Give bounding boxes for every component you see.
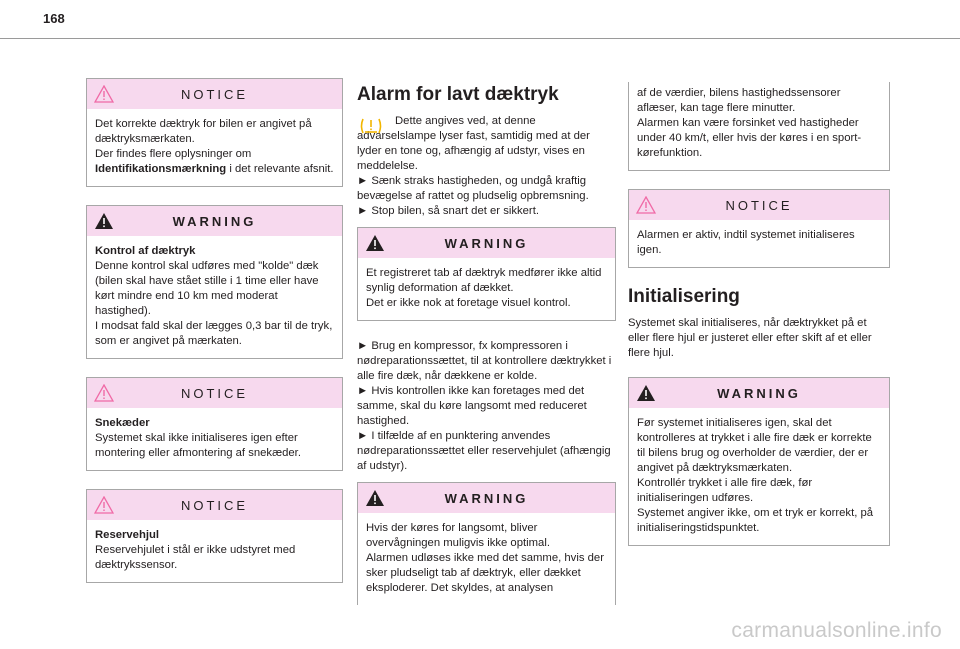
watermark: carmanualsonline.info [731, 619, 942, 642]
instruction-step: ► Brug en kompressor, fx kompressoren i nødreparationssættet, til at kontrollere dæktrykket i alle fire dæk, når dækkene er kolde. [357, 340, 612, 382]
warning-header [358, 228, 615, 258]
notice-text: Der findes flere oplysninger om [95, 148, 252, 160]
notice-box-snow-chains [86, 377, 343, 471]
warning-title: WARNING [172, 213, 257, 229]
notice-triangle-icon [94, 496, 114, 514]
warning-title: WARNING [444, 490, 529, 506]
warning-text: Kontrollér trykket i alle fire dæk, før initialiseringen udføres. [637, 477, 813, 504]
notice-box-alarm-active [628, 189, 890, 268]
section-heading-initialisation: Initialisering [628, 286, 740, 307]
warning-text: Alarmen udløses ikke med det samme, hvis der sker pludseligt tab af dæktryk, eller dækket eksploderer. Det skyldes, at analysen [366, 552, 604, 594]
instruction-step: ► I tilfælde af en punktering anvendes nødreparationssættet eller reservehjulet (afhængig af udstyr). [357, 430, 611, 472]
notice-triangle-icon [636, 196, 656, 214]
notice-header [87, 490, 342, 520]
warning-text: Alarmen kan være forsinket ved hastigheder under 40 km/t, eller hvis der køres i en sport-kørefunktion. [637, 117, 862, 159]
warning-text: I modsat fald skal der lægges 0,3 bar til de tryk, som er angivet på mærkaten. [95, 320, 333, 347]
warning-text: Et registreret tab af dæktryk medfører ikke altid synlig deformation af dækket. [366, 267, 602, 294]
warning-text: Det er ikke nok at foretage visuel kontrol. [366, 297, 571, 309]
warning-text: Hvis der køres for langsomt, bliver overvågningen muligvis ikke optimal. [366, 522, 550, 549]
notice-text: i det relevante afsnit. [226, 163, 334, 175]
notice-title: NOTICE [180, 497, 249, 513]
notice-triangle-icon [94, 384, 114, 402]
warning-text: Systemet angiver ikke, om et tryk er korrekt, på initialiseringstidspunktet. [637, 507, 874, 534]
initialisation-intro: Systemet skal initialiseres, når dæktrykket på et eller flere hjul er justeret eller efter skift af et eller flere hjul. [628, 317, 872, 359]
notice-text: Det korrekte dæktryk for bilen er angivet på dæktryksmærkaten. [95, 118, 312, 145]
warning-box-pressure-loss [357, 227, 616, 321]
column-left [86, 78, 343, 601]
warning-box-low-speed [357, 482, 616, 605]
warning-triangle-icon [94, 212, 114, 230]
notice-box-tire-pressure [86, 78, 343, 187]
notice-title: NOTICE [180, 385, 249, 401]
warning-text: af de værdier, bilens hastighedssensorer aflæser, kan tage flere minutter. [637, 87, 841, 114]
instruction-step: ► Hvis kontrollen ikke kan foretages med det samme, skal du køre langsomt med reduceret hastighed. [357, 385, 587, 427]
instruction-step: ► Stop bilen, så snart det er sikkert. [357, 205, 539, 217]
warning-box-pressure-check [86, 205, 343, 359]
page-number: 168 [43, 11, 65, 26]
notice-text: Alarmen er aktiv, indtil systemet initialiseres igen. [637, 229, 855, 256]
notice-text: Systemet skal ikke initialiseres igen efter montering eller afmontering af snekæder. [95, 432, 301, 459]
warning-header [358, 483, 615, 513]
warning-heading: Kontrol af dæktryk [95, 245, 196, 257]
section-heading-alarm: Alarm for lavt dæktryk [357, 84, 559, 105]
warning-text: Denne kontrol skal udføres med "kolde" dæk (bilen skal have stået stille i 1 time eller have kørt mindre end 10 km med moderat hastighed). [95, 260, 319, 317]
notice-header [87, 378, 342, 408]
notice-title: NOTICE [725, 197, 793, 213]
notice-bold-term: Identifikationsmærkning [95, 163, 227, 175]
notice-box-spare-wheel [86, 489, 343, 583]
notice-title: NOTICE [180, 86, 249, 102]
top-rule [0, 38, 960, 39]
tyre-pressure-warning-lamp-icon [359, 116, 383, 136]
warning-title: WARNING [717, 385, 801, 401]
warning-title: WARNING [444, 235, 529, 251]
warning-triangle-icon [365, 489, 385, 507]
notice-triangle-icon [94, 85, 114, 103]
notice-heading: Reservehjul [95, 529, 160, 541]
warning-box-initialisation [628, 377, 890, 546]
warning-triangle-icon [365, 234, 385, 252]
notice-text: Reservehjulet i stål er ikke udstyret med dæktrykssensor. [95, 544, 296, 571]
instruction-step: ► Sænk straks hastigheden, og undgå kraftig bevægelse af rattet og pludselig opbremsning. [357, 175, 589, 202]
alarm-intro-text: Dette angives ved, at denne advarselslampe lyser fast, samtidig med at der lyder en tone og, afhængig af udstyr, vises en meddelelse. [357, 115, 590, 172]
warning-header [629, 378, 889, 408]
intro-with-lamp [357, 114, 616, 174]
notice-heading: Snekæder [95, 417, 150, 429]
column-right [628, 82, 890, 564]
warning-text: Før systemet initialiseres igen, skal det kontrolleres at trykket i alle fire dæk er korrekte til bilens brug og overholder de værdier, der er angivet på dæktryksmærkaten. [637, 417, 872, 474]
warning-box-continued [628, 82, 890, 171]
warning-header [87, 206, 342, 236]
notice-header [87, 79, 342, 109]
notice-header [629, 190, 889, 220]
warning-triangle-icon [636, 384, 656, 402]
column-middle [357, 84, 616, 623]
